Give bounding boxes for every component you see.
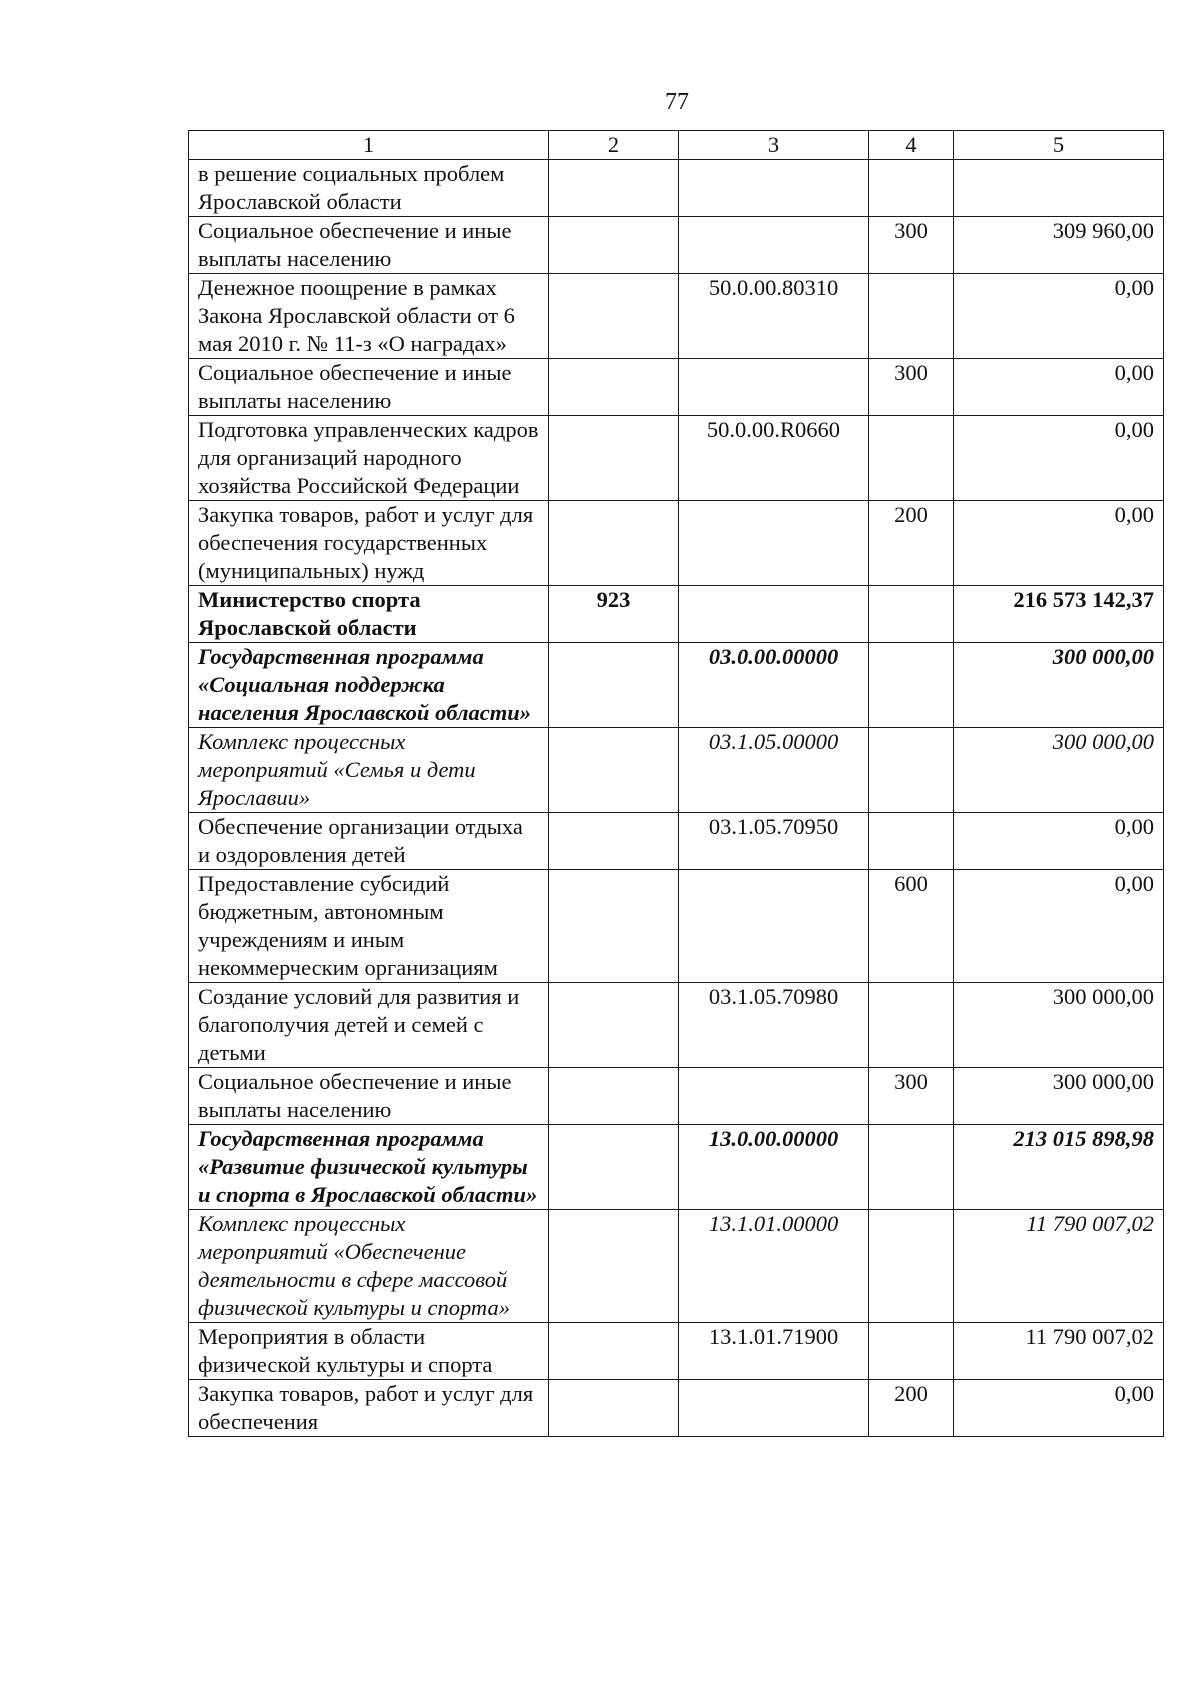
cell-name: Государственная программа «Социальная поддержка населения Ярославской области»	[189, 643, 549, 728]
cell-name: Подготовка управленческих кадров для организаций народного хозяйства Российской Федерации	[189, 416, 549, 501]
cell-dept	[549, 643, 679, 728]
cell-name: Обеспечение организации отдыха и оздоровления детей	[189, 813, 549, 870]
cell-code	[679, 586, 869, 643]
cell-dept	[549, 1380, 679, 1437]
cell-code	[679, 1068, 869, 1125]
cell-sum: 309 960,00	[954, 217, 1164, 274]
cell-sum: 0,00	[954, 1380, 1164, 1437]
cell-name: Комплекс процессных мероприятий «Обеспечение деятельности в сфере массовой физической культуры и спорта»	[189, 1210, 549, 1323]
cell-sum: 11 790 007,02	[954, 1323, 1164, 1380]
table-row	[189, 274, 1164, 359]
table-row	[189, 870, 1164, 983]
cell-name: в решение социальных проблем Ярославской области	[189, 160, 549, 217]
cell-dept	[549, 416, 679, 501]
cell-kind	[869, 274, 954, 359]
cell-kind	[869, 1210, 954, 1323]
column-header-3: 3	[679, 131, 869, 160]
cell-dept	[549, 983, 679, 1068]
cell-code: 13.1.01.00000	[679, 1210, 869, 1323]
table-row	[189, 1125, 1164, 1210]
budget-table	[188, 130, 1164, 1437]
cell-kind: 300	[869, 1068, 954, 1125]
cell-code: 13.0.00.00000	[679, 1125, 869, 1210]
cell-kind	[869, 1323, 954, 1380]
table-body	[189, 160, 1164, 1437]
column-header-5: 5	[954, 131, 1164, 160]
table-row	[189, 983, 1164, 1068]
cell-dept	[549, 160, 679, 217]
cell-dept	[549, 501, 679, 586]
cell-dept	[549, 1323, 679, 1380]
cell-sum: 0,00	[954, 870, 1164, 983]
cell-sum: 0,00	[954, 501, 1164, 586]
cell-name: Закупка товаров, работ и услуг для обеспечения	[189, 1380, 549, 1437]
table-header-row	[189, 131, 1164, 160]
cell-sum: 300 000,00	[954, 728, 1164, 813]
table-row	[189, 1068, 1164, 1125]
column-header-2: 2	[549, 131, 679, 160]
cell-code	[679, 359, 869, 416]
cell-sum: 0,00	[954, 813, 1164, 870]
table-row	[189, 813, 1164, 870]
cell-code: 03.1.05.70980	[679, 983, 869, 1068]
cell-sum: 300 000,00	[954, 983, 1164, 1068]
cell-name: Мероприятия в области физической культуры и спорта	[189, 1323, 549, 1380]
table-row	[189, 160, 1164, 217]
cell-name: Государственная программа «Развитие физической культуры и спорта в Ярославской области»	[189, 1125, 549, 1210]
cell-kind: 600	[869, 870, 954, 983]
cell-code: 50.0.00.80310	[679, 274, 869, 359]
cell-sum	[954, 160, 1164, 217]
cell-kind: 300	[869, 359, 954, 416]
column-header-4: 4	[869, 131, 954, 160]
cell-dept	[549, 813, 679, 870]
cell-code	[679, 870, 869, 983]
page-number: 77	[665, 89, 689, 115]
cell-dept	[549, 217, 679, 274]
cell-code: 03.0.00.00000	[679, 643, 869, 728]
cell-name: Социальное обеспечение и иные выплаты населению	[189, 217, 549, 274]
table-row	[189, 643, 1164, 728]
cell-kind: 200	[869, 501, 954, 586]
cell-sum: 213 015 898,98	[954, 1125, 1164, 1210]
table-row	[189, 1380, 1164, 1437]
cell-code	[679, 501, 869, 586]
table-row	[189, 416, 1164, 501]
cell-name: Денежное поощрение в рамках Закона Ярославской области от 6 мая 2010 г. № 11-з «О наградах»	[189, 274, 549, 359]
cell-dept: 923	[549, 586, 679, 643]
table-row	[189, 501, 1164, 586]
cell-sum: 300 000,00	[954, 1068, 1164, 1125]
cell-code: 03.1.05.00000	[679, 728, 869, 813]
cell-sum: 216 573 142,37	[954, 586, 1164, 643]
cell-name: Закупка товаров, работ и услуг для обеспечения государственных (муниципальных) нужд	[189, 501, 549, 586]
cell-code: 03.1.05.70950	[679, 813, 869, 870]
cell-kind: 200	[869, 1380, 954, 1437]
cell-code	[679, 160, 869, 217]
cell-dept	[549, 274, 679, 359]
cell-code: 13.1.01.71900	[679, 1323, 869, 1380]
table-row	[189, 217, 1164, 274]
cell-code	[679, 217, 869, 274]
cell-name: Предоставление субсидий бюджетным, автономным учреждениям и иным некоммерческим организациям	[189, 870, 549, 983]
cell-dept	[549, 1210, 679, 1323]
cell-name: Министерство спорта Ярославской области	[189, 586, 549, 643]
cell-kind	[869, 983, 954, 1068]
cell-dept	[549, 1125, 679, 1210]
cell-kind	[869, 1125, 954, 1210]
cell-dept	[549, 359, 679, 416]
cell-sum: 11 790 007,02	[954, 1210, 1164, 1323]
table-row	[189, 1210, 1164, 1323]
table-row	[189, 728, 1164, 813]
cell-kind: 300	[869, 217, 954, 274]
cell-kind	[869, 728, 954, 813]
cell-kind	[869, 643, 954, 728]
cell-code: 50.0.00.R0660	[679, 416, 869, 501]
cell-dept	[549, 1068, 679, 1125]
cell-dept	[549, 728, 679, 813]
table-row	[189, 1323, 1164, 1380]
column-header-1: 1	[189, 131, 549, 160]
cell-kind	[869, 813, 954, 870]
table-row	[189, 359, 1164, 416]
cell-sum: 0,00	[954, 274, 1164, 359]
cell-name: Социальное обеспечение и иные выплаты населению	[189, 1068, 549, 1125]
table-row	[189, 586, 1164, 643]
cell-sum: 0,00	[954, 416, 1164, 501]
cell-sum: 0,00	[954, 359, 1164, 416]
cell-dept	[549, 870, 679, 983]
cell-name: Комплекс процессных мероприятий «Семья и дети Ярославии»	[189, 728, 549, 813]
cell-kind	[869, 160, 954, 217]
cell-kind	[869, 416, 954, 501]
cell-code	[679, 1380, 869, 1437]
cell-sum: 300 000,00	[954, 643, 1164, 728]
cell-name: Социальное обеспечение и иные выплаты населению	[189, 359, 549, 416]
cell-kind	[869, 586, 954, 643]
cell-name: Создание условий для развития и благополучия детей и семей с детьми	[189, 983, 549, 1068]
